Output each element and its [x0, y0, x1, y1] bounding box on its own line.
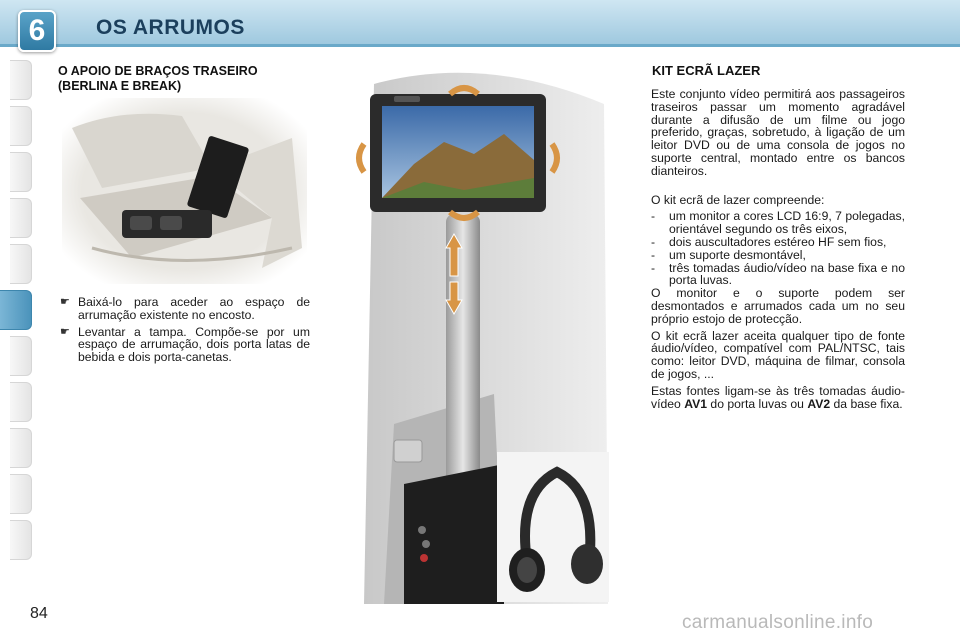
watermark: carmanualsonline.info [682, 612, 874, 633]
chapter-tab[interactable] [10, 520, 32, 560]
chapter-tab-active[interactable] [0, 290, 32, 330]
chapter-tab[interactable] [10, 198, 32, 238]
wireless-headphones-illustration [497, 452, 609, 602]
kit-connection-note: Estas fontes ligam-se às três tomadas áudio-vídeo AV1 do porta luvas ou AV2 da base fixa. [651, 383, 905, 411]
chapter-tab[interactable] [10, 382, 32, 422]
list-item: - um monitor a cores LCD 16:9, 7 polegadas, orientável segundo os três eixos, [651, 209, 905, 237]
list-item: - dois auscultadores estéreo HF sem fios, [651, 234, 887, 249]
chapter-tab[interactable] [10, 428, 32, 468]
chapter-title: OS ARRUMOS [96, 16, 245, 39]
chapter-tab[interactable] [10, 474, 32, 514]
page-number: 84 [30, 605, 48, 622]
list-item: ☛ Baixá-lo para aceder ao espaço de arrumação existente no encosto. [60, 295, 310, 322]
chapter-tab[interactable] [10, 106, 32, 146]
chapter-tabs [0, 60, 34, 580]
av2-label: AV2 [807, 396, 831, 411]
pointer-icon: ☛ [60, 296, 70, 308]
pointer-icon: ☛ [60, 325, 70, 338]
kit-sources-note: O kit ecrã lazer aceita qualquer tipo de fonte áudio/vídeo, compatível com PAL/NTSC, tais como: leitor DVD, máquina de filmar, consola de jogos, ... [651, 328, 905, 381]
kit-includes-label: O kit ecrã de lazer compreende: [651, 192, 825, 207]
leisure-kit-heading: KIT ECRÃ LAZER [652, 63, 761, 78]
header-divider [0, 44, 960, 47]
chapter-number-badge: 6 [18, 10, 56, 52]
kit-intro: Este conjunto vídeo permitirá aos passageiros traseiros passar um momento agradável durante a difusão de um filme ou jogo preferido, graças, sobretudo, à ligação de um leitor DVD ou de uma consola de jogos no suporte central, montado entre os bancos dianteiros. [651, 87, 905, 178]
chapter-tab[interactable] [10, 60, 32, 100]
rear-armrest-illustration [62, 98, 307, 284]
armrest-instructions [58, 296, 310, 368]
chapter-tab[interactable] [10, 152, 32, 192]
list-item: - um suporte desmontável, [651, 247, 806, 262]
chapter-tab[interactable] [10, 336, 32, 376]
armrest-heading: O APOIO DE BRAÇOS TRASEIRO (BERLINA E BREAK) [58, 64, 258, 93]
kit-contents-list [651, 210, 905, 287]
list-item: ☛ Levantar a tampa. Compõe-se por um espaço de arrumação, dois porta latas de bebida e dois porta-canetas. [60, 324, 310, 365]
kit-storage-note: O monitor e o suporte podem ser desmontados e arrumados cada um no seu próprio estojo de protecção. [651, 286, 905, 326]
leisure-kit-text [651, 88, 905, 410]
chapter-tab[interactable] [10, 244, 32, 284]
list-item: - três tomadas áudio/vídeo na base fixa e no porta luvas. [651, 260, 905, 288]
av1-label: AV1 [684, 396, 708, 411]
